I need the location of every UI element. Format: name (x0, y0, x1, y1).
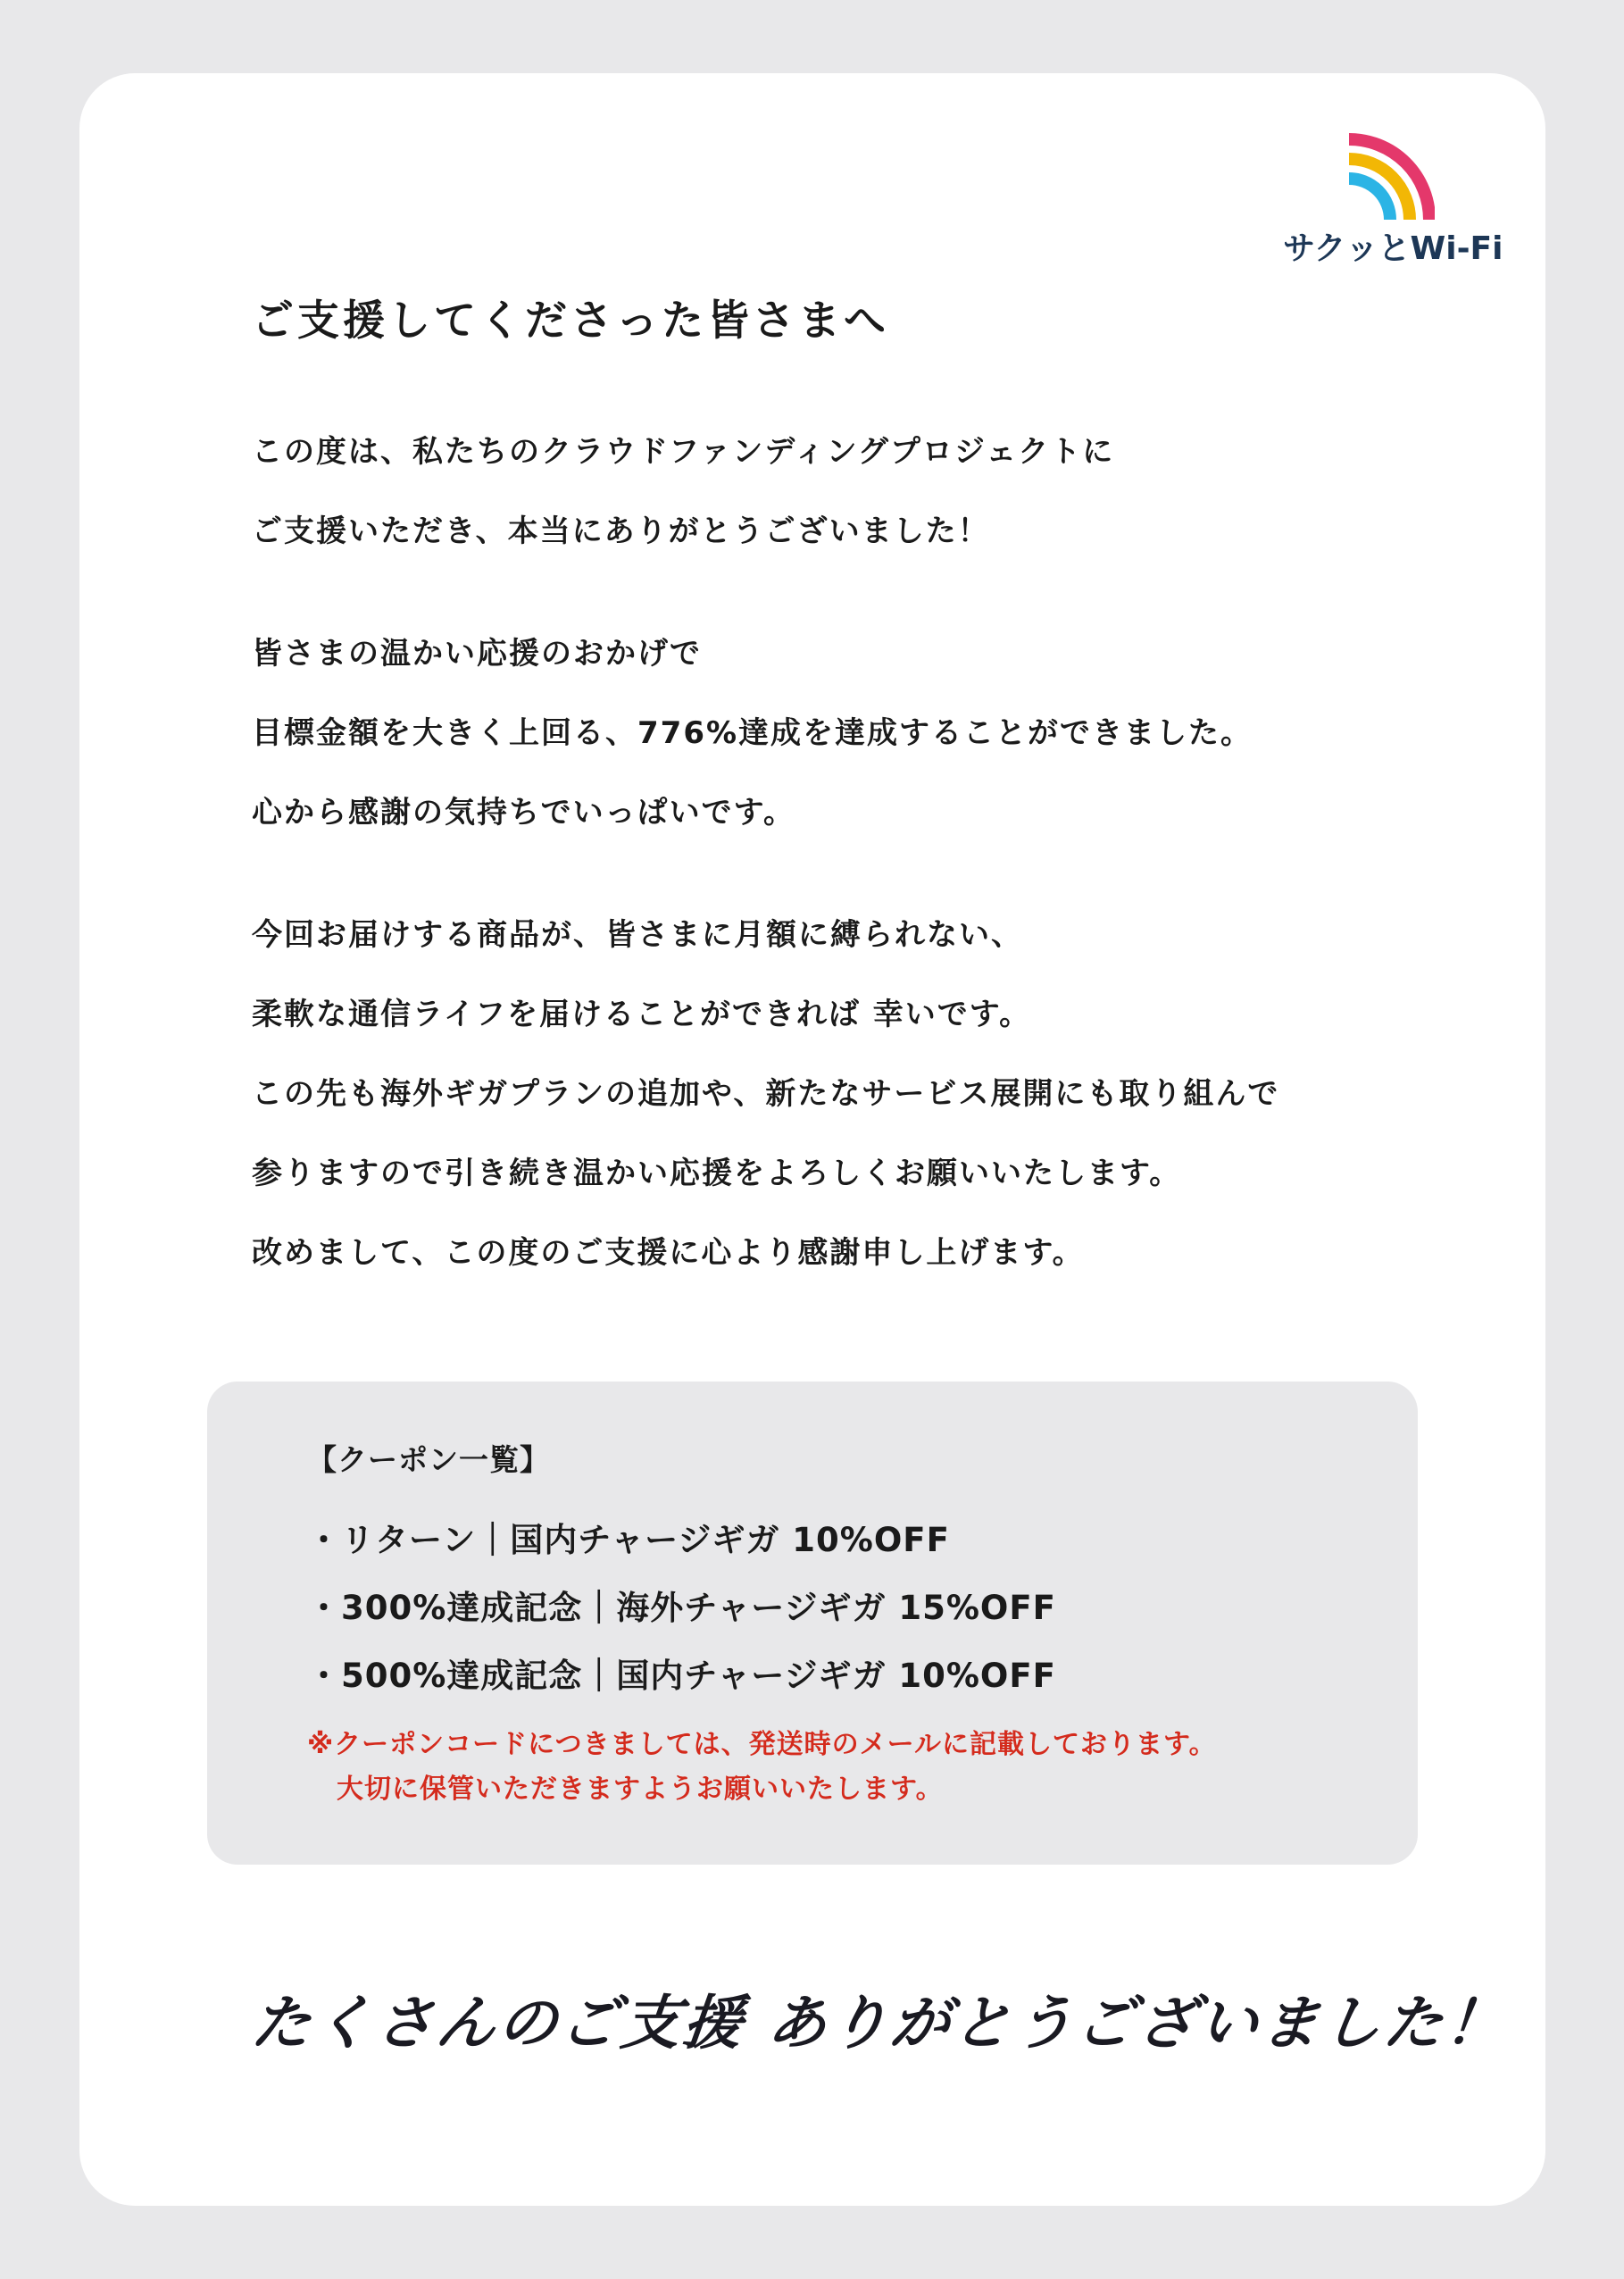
body-line: この先も海外ギガプランの追加や、新たなサービス展開にも取り組んで (252, 1076, 1280, 1112)
body-line: ご支援いただき、本当にありがとうございました！ (252, 513, 990, 549)
paragraph-achievement (252, 614, 1412, 853)
letter-card (79, 73, 1545, 2206)
paragraph-thanks (252, 413, 1412, 572)
paragraph-future (252, 896, 1412, 1293)
brand-logo-text: サクッとWi-Fi (1283, 230, 1503, 267)
body-line: 皆さまの温かい応援のおかげで (252, 636, 702, 672)
body-line: 参りますので引き続き温かい応援をよろしくお願いいたします。 (252, 1156, 1182, 1191)
body-line: 柔軟な通信ライフを届けることができれば 幸いです。 (252, 997, 1032, 1032)
body-line: 心から感謝の気持ちでいっぱいです。 (252, 795, 795, 831)
note-line: 大切に保管いただきますようお願いいたします。 (337, 1774, 944, 1805)
body-line: 改めまして、この度のご支援に心より感謝申し上げます。 (252, 1235, 1085, 1271)
body-line: 目標金額を大きく上回る、776%達成を達成することができました。 (252, 715, 1253, 751)
coupon-item: ・500%達成記念｜国内チャージギガ 10%OFF (307, 1657, 1056, 1695)
note-line: ※クーポンコードにつきましては、発送時のメールに記載しております。 (307, 1729, 1217, 1760)
wifi-signal-icon (1337, 127, 1435, 227)
coupon-list-title: 【クーポン一覧】 (307, 1442, 550, 1477)
coupon-list (307, 1507, 1056, 1710)
coupon-code-note (307, 1723, 1217, 1812)
coupon-item: ・300%達成記念｜海外チャージギガ 15%OFF (307, 1589, 1056, 1627)
letter-body (252, 413, 1412, 1336)
handwritten-thanks: たくさんのご支援 ありがとうございました！ (247, 1988, 1512, 2058)
coupon-list-box (207, 1382, 1418, 1865)
coupon-item: ・リターン｜国内チャージギガ 10%OFF (307, 1521, 950, 1559)
body-line: この度は、私たちのクラウドファンディングプロジェクトに (252, 434, 1115, 470)
body-line: 今回お届けする商品が、皆さまに月額に縛られない、 (252, 917, 1023, 953)
brand-logo (1283, 127, 1503, 267)
letter-title: ご支援してくださった皆さまへ (252, 296, 889, 346)
